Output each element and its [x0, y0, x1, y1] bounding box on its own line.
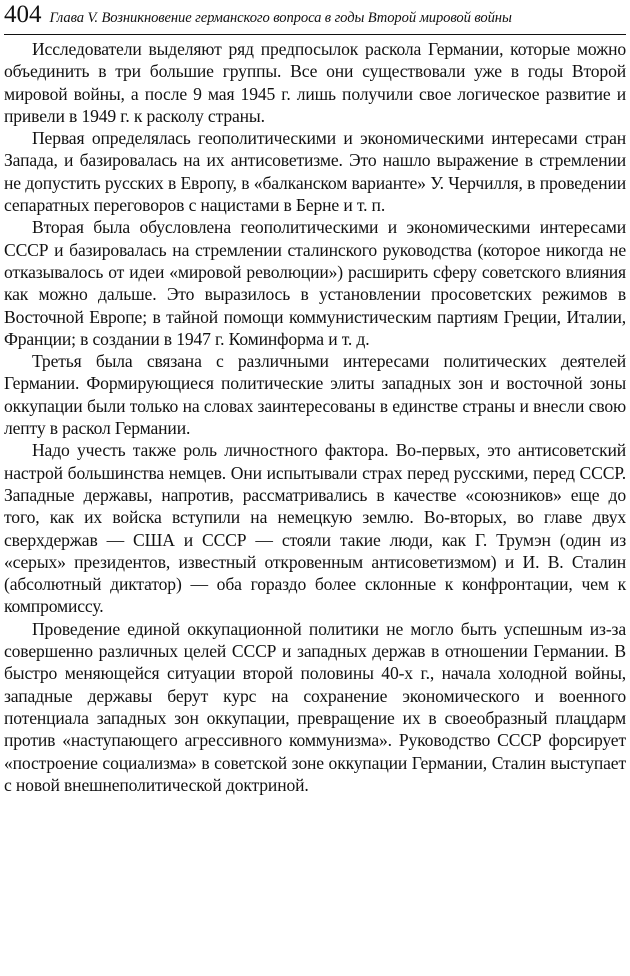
- running-head: Глава V. Возникновение германского вопроса в годы Второй мировой войны: [49, 10, 512, 26]
- paragraph: Третья была связана с различными интересами политических деятелей Германии. Формирующиеся политические элиты западных зон и восточной зоны оккупации были только на словах заинтересованы в единстве страны и внесли свою лепту в раскол Германии.: [4, 351, 626, 439]
- page-number: 404: [4, 1, 42, 28]
- paragraph: Проведение единой оккупационной политики не могло быть успешным из-за совершенно различных целей СССР и западных держав в отношении Германии. В быстро меняющейся ситуации второй половины 40-х г., начала холодной войны, западные державы берут курс на сохранение экономического и военного потенциала западных зон оккупации, превращение их в своеобразный плацдарм против «наступающего агрессивного коммунизма». Руководство СССР форсирует «построение социализма» в советской зоне оккупации Германии, Сталин выступает с новой внешнеполитической доктриной.: [4, 618, 626, 795]
- page-header: [4, 0, 626, 35]
- paragraph: Надо учесть также роль личностного фактора. Во-первых, это антисоветский настрой большинства немцев. Они испытывали страх перед русскими, перед СССР. Западные державы, напротив, рассматривались в качестве «союзников» еще до того, как их войска вступили на немецкую землю. Во-вторых, во главе двух сверхдержав — США и СССР — стояли такие люди, как Г. Трумэн (один из «серых» президентов, известный откровенным антисоветизмом) и И. В. Сталин (абсолютный диктатор) — оба гораздо более склонные к конфронтации, чем к компромиссу.: [4, 440, 626, 617]
- paragraph: Исследователи выделяют ряд предпосылок раскола Германии, которые можно объединить в три большие группы. Все они существовали уже в годы Второй мировой войны, а после 9 мая 1945 г. лишь получили свое логическое развитие и привели в 1949 г. к расколу страны.: [4, 39, 626, 126]
- paragraph: Вторая была обусловлена геополитическими и экономическими интересами СССР и базировалась на стремлении сталинского руководства (которое никогда не отказывалось от идеи «мировой революции») расширить сферу советского влияния как можно дальше. Это выразилось в установлении просоветских режимов в Восточной Европе; в тайной помощи коммунистическим партиям Греции, Италии, Франции; в создании в 1947 г. Коминформа и т. д.: [4, 217, 626, 349]
- body-text: [4, 38, 626, 796]
- paragraph: Первая определялась геополитическими и экономическими интересами стран Запада, и базировалась на их антисоветизме. Это нашло выражение в стремлении не допустить русских в Европу, в «балканском варианте» У. Черчилля, в проведении сепаратных переговоров с нацистами в Берне и т. п.: [4, 128, 626, 216]
